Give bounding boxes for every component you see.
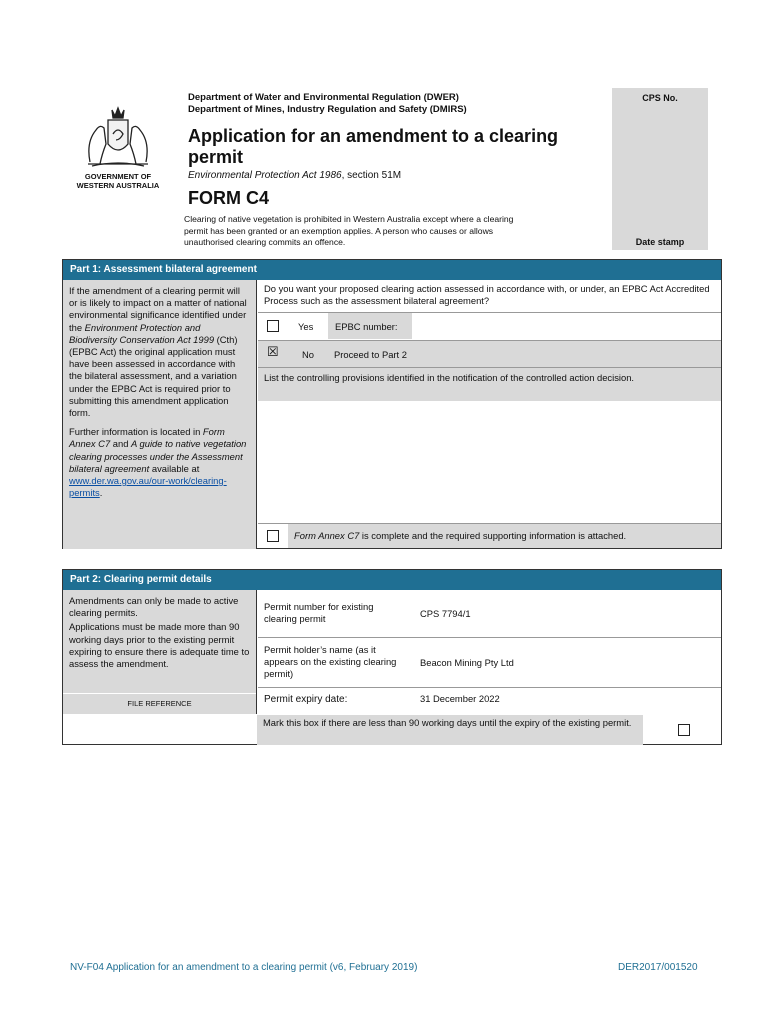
epbc-question: Do you want your proposed clearing action assessed in accordance with, or under, an EPBC Act Accredited Process such as the assessment bilateral agreement?: [264, 283, 710, 306]
yes-label: Yes: [298, 321, 314, 332]
department-names: [188, 92, 467, 116]
dept-dwer: Department of Water and Environmental Regulation (DWER): [188, 92, 459, 103]
guidance-text: (Cth) (EPBC Act) the original application must have been assessed in accordance with the bilateral assessment, and a variation under the EPBC Act is required prior to submitting this amendment application form.: [69, 333, 238, 419]
expiry-date-value[interactable]: 31 December 2022: [420, 693, 500, 704]
part1-guidance-para2: [69, 426, 250, 499]
annex-statement: [294, 530, 626, 542]
epbc-label-cell: [328, 313, 412, 339]
annex-row: [258, 524, 721, 548]
part1-guidance-para1: [69, 285, 250, 419]
act-section: , section 51M: [341, 170, 402, 181]
wa-government-logo: [68, 104, 168, 190]
page-title: [188, 126, 598, 168]
annex-c7-name: Form Annex C7: [294, 530, 360, 541]
title-line2: permit: [188, 147, 244, 167]
clearing-notice: [184, 214, 594, 249]
epbc-number-label: EPBC number:: [335, 321, 398, 332]
file-reference-label: FILE REFERENCE: [63, 694, 256, 714]
act-reference: [188, 170, 401, 181]
footer-reference: DER2017/001520: [618, 962, 698, 973]
title-line1: Application for an amendment to a clearing: [188, 126, 559, 146]
controlling-provisions-label: List the controlling provisions identified in the notification of the controlled action decision.: [258, 368, 721, 401]
part2-heading: Part 2: Clearing permit details: [63, 570, 721, 590]
proceed-label: Proceed to Part 2: [334, 349, 407, 360]
column-divider: [256, 280, 257, 548]
date-stamp-label: Date stamp: [635, 237, 685, 247]
holder-name-label: Permit holder’s name (as it appears on the existing clearing permit): [264, 644, 397, 679]
coat-of-arms-icon: [78, 104, 158, 170]
annex-label-cell: [288, 524, 721, 548]
part2-guidance-para2: Applications must be made more than 90 working days prior to the existing permit expiring to ensure there is adequate time to assess the amendment.: [69, 621, 250, 670]
permit-number-label: Permit number for existing clearing permit: [264, 601, 374, 624]
yes-checkbox[interactable]: [267, 320, 279, 332]
part2-guidance: [63, 590, 256, 693]
epbc-act-name: Environment Protection and Biodiversity Conservation Act 1999: [69, 321, 215, 345]
dept-dmirs: Department of Mines, Industry Regulation and Safety (DMIRS): [188, 104, 467, 115]
column-divider: [256, 590, 257, 714]
no-row: [258, 341, 721, 367]
notice-line2: permit has been granted or an exemption applies. A person who causes or allows: [184, 225, 494, 236]
guidance-text: .: [99, 487, 103, 499]
notice-line1: Clearing of native vegetation is prohibited in Western Australia except where a clearing: [184, 214, 514, 224]
less-than-90-days-label: Mark this box if there are less than 90 working days until the expiry of the existing permit.: [257, 715, 643, 745]
part1-heading: Part 1: Assessment bilateral agreement: [63, 260, 721, 280]
epbc-number-field[interactable]: [412, 313, 721, 339]
notice-line3: unauthorised clearing commits an offence.: [184, 237, 346, 247]
act-name: Environmental Protection Act 1986: [188, 170, 342, 181]
part2-guidance-para1: Amendments can only be made to active clearing permits.: [69, 595, 239, 619]
annex-statement-rest: is complete and the required supporting information is attached.: [359, 530, 627, 541]
less-than-90-days-checkbox[interactable]: [678, 724, 690, 736]
part2-section: [62, 569, 722, 745]
controlling-provisions-field[interactable]: [258, 401, 721, 523]
permit-number-value[interactable]: CPS 7794/1: [420, 608, 471, 619]
no-label: No: [302, 349, 314, 360]
guidance-text: available at: [149, 462, 200, 474]
guidance-text: If the amendment of a clearing permit will or is likely to impact on a matter of national environmental significance identified under the: [69, 285, 247, 333]
guidance-text: and: [110, 438, 132, 450]
govt-label-line1: GOVERNMENT OF: [84, 172, 152, 181]
holder-name-value[interactable]: Beacon Mining Pty Ltd: [420, 657, 514, 668]
cps-stamp-box: [612, 88, 708, 250]
guidance-text: Further information is located in: [69, 426, 203, 438]
part1-guidance: [63, 280, 256, 549]
clearing-permits-link[interactable]: www.der.wa.gov.au/our-work/clearing-permits: [69, 475, 227, 499]
footer-document-title: NV-F04 Application for an amendment to a clearing permit (v6, February 2019): [70, 962, 418, 973]
expiry-date-label: Permit expiry date:: [264, 694, 348, 705]
yes-row: [258, 313, 721, 339]
govt-label-line2: WESTERN AUSTRALIA: [76, 181, 160, 190]
form-label: FORM C4: [188, 188, 269, 208]
part1-section: [62, 259, 722, 549]
annex-checkbox[interactable]: [267, 530, 279, 542]
cps-no-label: CPS No.: [642, 93, 678, 103]
no-checkbox[interactable]: ☒: [267, 344, 279, 359]
guide-ref: A guide to native vegetation clearing processes under the Assessment bilateral agreement: [69, 438, 247, 474]
annex-c7-ref: Form Annex C7: [69, 426, 225, 450]
